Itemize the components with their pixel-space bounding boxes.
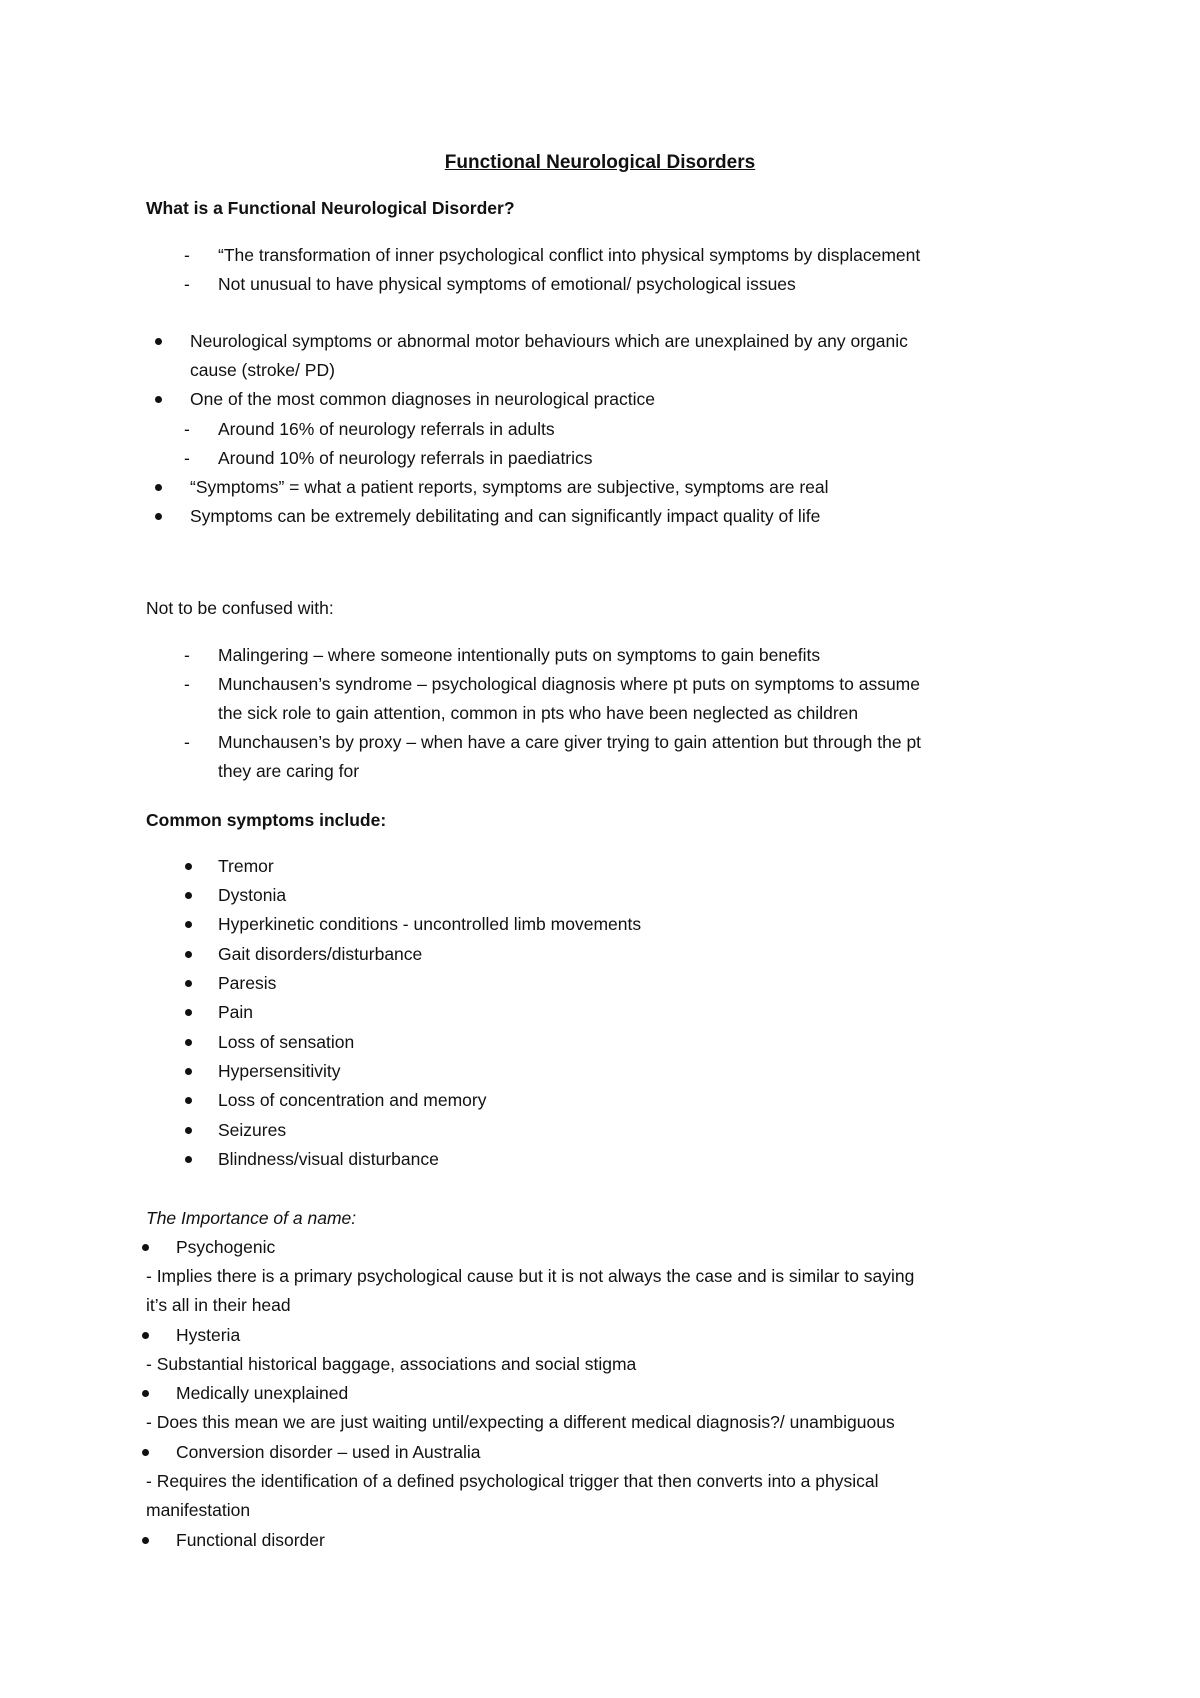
name-item: Conversion disorder – used in Australia <box>176 1442 481 1462</box>
list-item: Not unusual to have physical symptoms of emotional/ psychological issues <box>218 274 796 294</box>
symptom-item: Seizures <box>218 1120 287 1140</box>
bullet-icon <box>185 863 192 870</box>
page-title: Functional Neurological Disorders <box>444 152 756 173</box>
list-item-continuation: the sick role to gain attention, common in pts who have been neglected as children <box>218 703 859 723</box>
bullet-icon <box>185 1068 192 1075</box>
bullet-icon <box>185 892 192 899</box>
list-item-continuation: cause (stroke/ PD) <box>190 360 335 380</box>
name-description: - Does this mean we are just waiting until/expecting a different medical diagnosis?/ unambiguous <box>146 1412 895 1432</box>
dash-marker: - <box>184 245 190 265</box>
name-description: - Substantial historical baggage, associations and social stigma <box>146 1354 637 1374</box>
name-description: - Requires the identification of a defined psychological trigger that then converts into a physical <box>146 1471 879 1491</box>
bullet-icon <box>142 1537 149 1544</box>
bullet-icon <box>185 980 192 987</box>
bullet-icon <box>142 1390 149 1397</box>
dash-marker: - <box>184 674 190 694</box>
symptom-item: Tremor <box>218 856 274 876</box>
symptom-item: Loss of concentration and memory <box>218 1090 487 1110</box>
list-item: Symptoms can be extremely debilitating and can significantly impact quality of life <box>190 506 821 526</box>
name-item: Medically unexplained <box>176 1383 349 1403</box>
symptom-item: Paresis <box>218 973 277 993</box>
symptom-item: Pain <box>218 1002 254 1022</box>
symptom-item: Loss of sensation <box>218 1032 355 1052</box>
bullet-icon <box>155 513 162 520</box>
bullet-icon <box>155 338 162 345</box>
bullet-icon <box>185 1097 192 1104</box>
dash-marker: - <box>184 419 190 439</box>
symptom-item: Hypersensitivity <box>218 1061 341 1081</box>
name-item: Functional disorder <box>176 1530 325 1550</box>
name-item: Hysteria <box>176 1325 241 1345</box>
list-item: Malingering – where someone intentionally puts on symptoms to gain benefits <box>218 645 821 665</box>
bullet-icon <box>155 396 162 403</box>
symptom-item: Hyperkinetic conditions - uncontrolled limb movements <box>218 914 642 934</box>
bullet-icon <box>142 1449 149 1456</box>
name-description-continuation: manifestation <box>146 1500 251 1520</box>
name-item: Psychogenic <box>176 1237 276 1257</box>
bullet-icon <box>185 1039 192 1046</box>
dash-marker: - <box>184 448 190 468</box>
section-heading-common-symptoms: Common symptoms include: <box>146 810 387 830</box>
list-item: Munchausen’s syndrome – psychological diagnosis where pt puts on symptoms to assume <box>218 674 920 694</box>
list-item: Munchausen’s by proxy – when have a care giver trying to gain attention but through the pt <box>218 732 922 752</box>
bullet-icon <box>185 1156 192 1163</box>
list-item: Around 10% of neurology referrals in paediatrics <box>218 448 593 468</box>
bullet-icon <box>142 1244 149 1251</box>
dash-marker: - <box>184 274 190 294</box>
list-item: Neurological symptoms or abnormal motor behaviours which are unexplained by any organic <box>190 331 908 351</box>
symptom-item: Gait disorders/disturbance <box>218 944 423 964</box>
list-item: “The transformation of inner psychological conflict into physical symptoms by displacement <box>218 245 921 265</box>
bullet-icon <box>185 1009 192 1016</box>
list-item: “Symptoms” = what a patient reports, symptoms are subjective, symptoms are real <box>190 477 829 497</box>
name-description: - Implies there is a primary psychological cause but it is not always the case and is similar to saying <box>146 1266 915 1286</box>
symptom-item: Dystonia <box>218 885 287 905</box>
symptom-item: Blindness/visual disturbance <box>218 1149 439 1169</box>
bullet-icon <box>155 484 162 491</box>
dash-marker: - <box>184 645 190 665</box>
list-item: One of the most common diagnoses in neurological practice <box>190 389 655 409</box>
list-item-continuation: they are caring for <box>218 761 360 781</box>
section-heading-not-confused: Not to be confused with: <box>146 598 334 618</box>
list-item: Around 16% of neurology referrals in adults <box>218 419 555 439</box>
bullet-icon <box>142 1332 149 1339</box>
name-description-continuation: it’s all in their head <box>146 1295 291 1315</box>
section-heading-what-is: What is a Functional Neurological Disorder? <box>146 198 515 218</box>
bullet-icon <box>185 951 192 958</box>
bullet-icon <box>185 921 192 928</box>
dash-marker: - <box>184 732 190 752</box>
bullet-icon <box>185 1127 192 1134</box>
section-heading-importance-of-name: The Importance of a name: <box>146 1208 357 1228</box>
